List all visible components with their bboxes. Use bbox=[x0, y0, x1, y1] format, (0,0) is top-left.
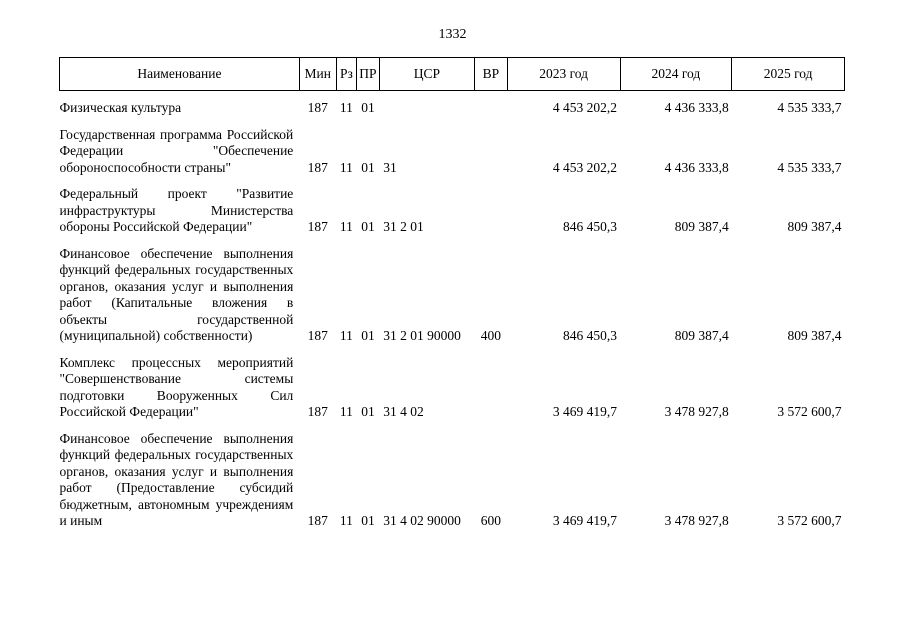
row-min: 187 bbox=[307, 513, 328, 528]
row-2024: 4 436 333,8 bbox=[664, 159, 729, 175]
row-2024: 4 436 333,8 bbox=[664, 100, 729, 115]
row-2024: 3 478 927,8 bbox=[664, 404, 729, 419]
header-2025: 2025 год bbox=[732, 58, 845, 91]
row-2025: 809 387,4 bbox=[787, 219, 842, 234]
header-2023: 2023 год bbox=[507, 58, 620, 91]
row-2025: 4 535 333,7 bbox=[777, 100, 842, 115]
table-row bbox=[60, 91, 845, 117]
row-2023: 846 450,3 bbox=[563, 328, 617, 343]
row-pr: 01 bbox=[361, 328, 375, 343]
table-header bbox=[60, 58, 845, 91]
row-vr: 400 bbox=[480, 328, 502, 343]
table-row bbox=[60, 117, 845, 177]
table-row bbox=[60, 236, 845, 345]
row-vr: 600 bbox=[480, 513, 502, 528]
row-vr bbox=[475, 345, 508, 421]
row-csr bbox=[379, 91, 474, 117]
row-name: Комплекс процессных мероприятий "Совершенствование системы подготовки Вооруженных Сил Российской Федерации" bbox=[59, 354, 294, 419]
header-csr: ЦСР bbox=[379, 58, 474, 91]
row-2025: 4 535 333,7 bbox=[777, 159, 842, 175]
row-csr: 31 2 01 bbox=[383, 219, 424, 234]
row-2023: 846 450,3 bbox=[563, 219, 617, 234]
budget-table bbox=[59, 57, 845, 530]
row-rz: 11 bbox=[339, 159, 353, 175]
header-vr: ВР bbox=[475, 58, 508, 91]
row-pr: 01 bbox=[361, 100, 375, 115]
row-csr: 31 bbox=[383, 159, 397, 175]
row-csr: 31 2 01 90000 bbox=[383, 328, 461, 343]
row-2025: 3 572 600,7 bbox=[777, 513, 842, 528]
row-csr: 31 4 02 bbox=[383, 404, 424, 419]
row-pr: 01 bbox=[361, 159, 375, 175]
header-pr: ПР bbox=[357, 58, 380, 91]
row-vr bbox=[475, 91, 508, 117]
header-2024: 2024 год bbox=[620, 58, 732, 91]
row-rz: 11 bbox=[339, 513, 353, 528]
row-2024: 809 387,4 bbox=[674, 219, 729, 234]
row-2024: 809 387,4 bbox=[674, 328, 729, 343]
header-min: Мин bbox=[299, 58, 336, 91]
row-name: Финансовое обеспечение выполнения функций федеральных государственных органов, оказания услуг и выполнения работ (Предоставление субсидий бюджетным, автономным учреждениям и иным bbox=[59, 430, 294, 528]
table-row bbox=[60, 176, 845, 236]
row-2025: 3 572 600,7 bbox=[777, 404, 842, 419]
table-row bbox=[60, 421, 845, 530]
row-min: 187 bbox=[307, 328, 328, 343]
row-rz: 11 bbox=[339, 219, 353, 234]
table-row bbox=[60, 345, 845, 421]
row-min: 187 bbox=[307, 100, 328, 115]
row-rz: 11 bbox=[339, 404, 353, 419]
row-name: Физическая культура bbox=[59, 100, 182, 115]
row-min: 187 bbox=[307, 404, 328, 419]
row-name: Федеральный проект "Развитие инфраструктуры Министерства обороны Российской Федерации" bbox=[59, 186, 294, 234]
row-pr: 01 bbox=[361, 513, 375, 528]
row-2023: 3 469 419,7 bbox=[552, 404, 617, 419]
row-pr: 01 bbox=[361, 219, 375, 234]
page-number: 1332 bbox=[438, 27, 467, 42]
header-name: Наименование bbox=[60, 58, 300, 91]
row-rz: 11 bbox=[339, 100, 353, 115]
row-2023: 3 469 419,7 bbox=[552, 513, 617, 528]
row-vr bbox=[475, 176, 508, 236]
row-2025: 809 387,4 bbox=[787, 328, 842, 343]
row-vr bbox=[475, 117, 508, 177]
row-2023: 4 453 202,2 bbox=[552, 159, 617, 175]
row-pr: 01 bbox=[361, 404, 375, 419]
row-min: 187 bbox=[307, 159, 328, 175]
row-2024: 3 478 927,8 bbox=[664, 513, 729, 528]
header-rz: Рз bbox=[336, 58, 356, 91]
row-min: 187 bbox=[307, 219, 328, 234]
row-csr: 31 4 02 90000 bbox=[383, 513, 461, 528]
row-name: Государственная программа Российской Федерации "Обеспечение обороноспособности страны" bbox=[59, 126, 294, 175]
row-rz: 11 bbox=[339, 328, 353, 343]
row-2023: 4 453 202,2 bbox=[552, 100, 617, 115]
header-row bbox=[60, 58, 845, 91]
row-name: Финансовое обеспечение выполнения функций федеральных государственных органов, оказания услуг и выполнения работ (Капитальные вложения в объекты государственной (муниципальной) собственности) bbox=[59, 245, 294, 343]
table-body bbox=[60, 91, 845, 530]
